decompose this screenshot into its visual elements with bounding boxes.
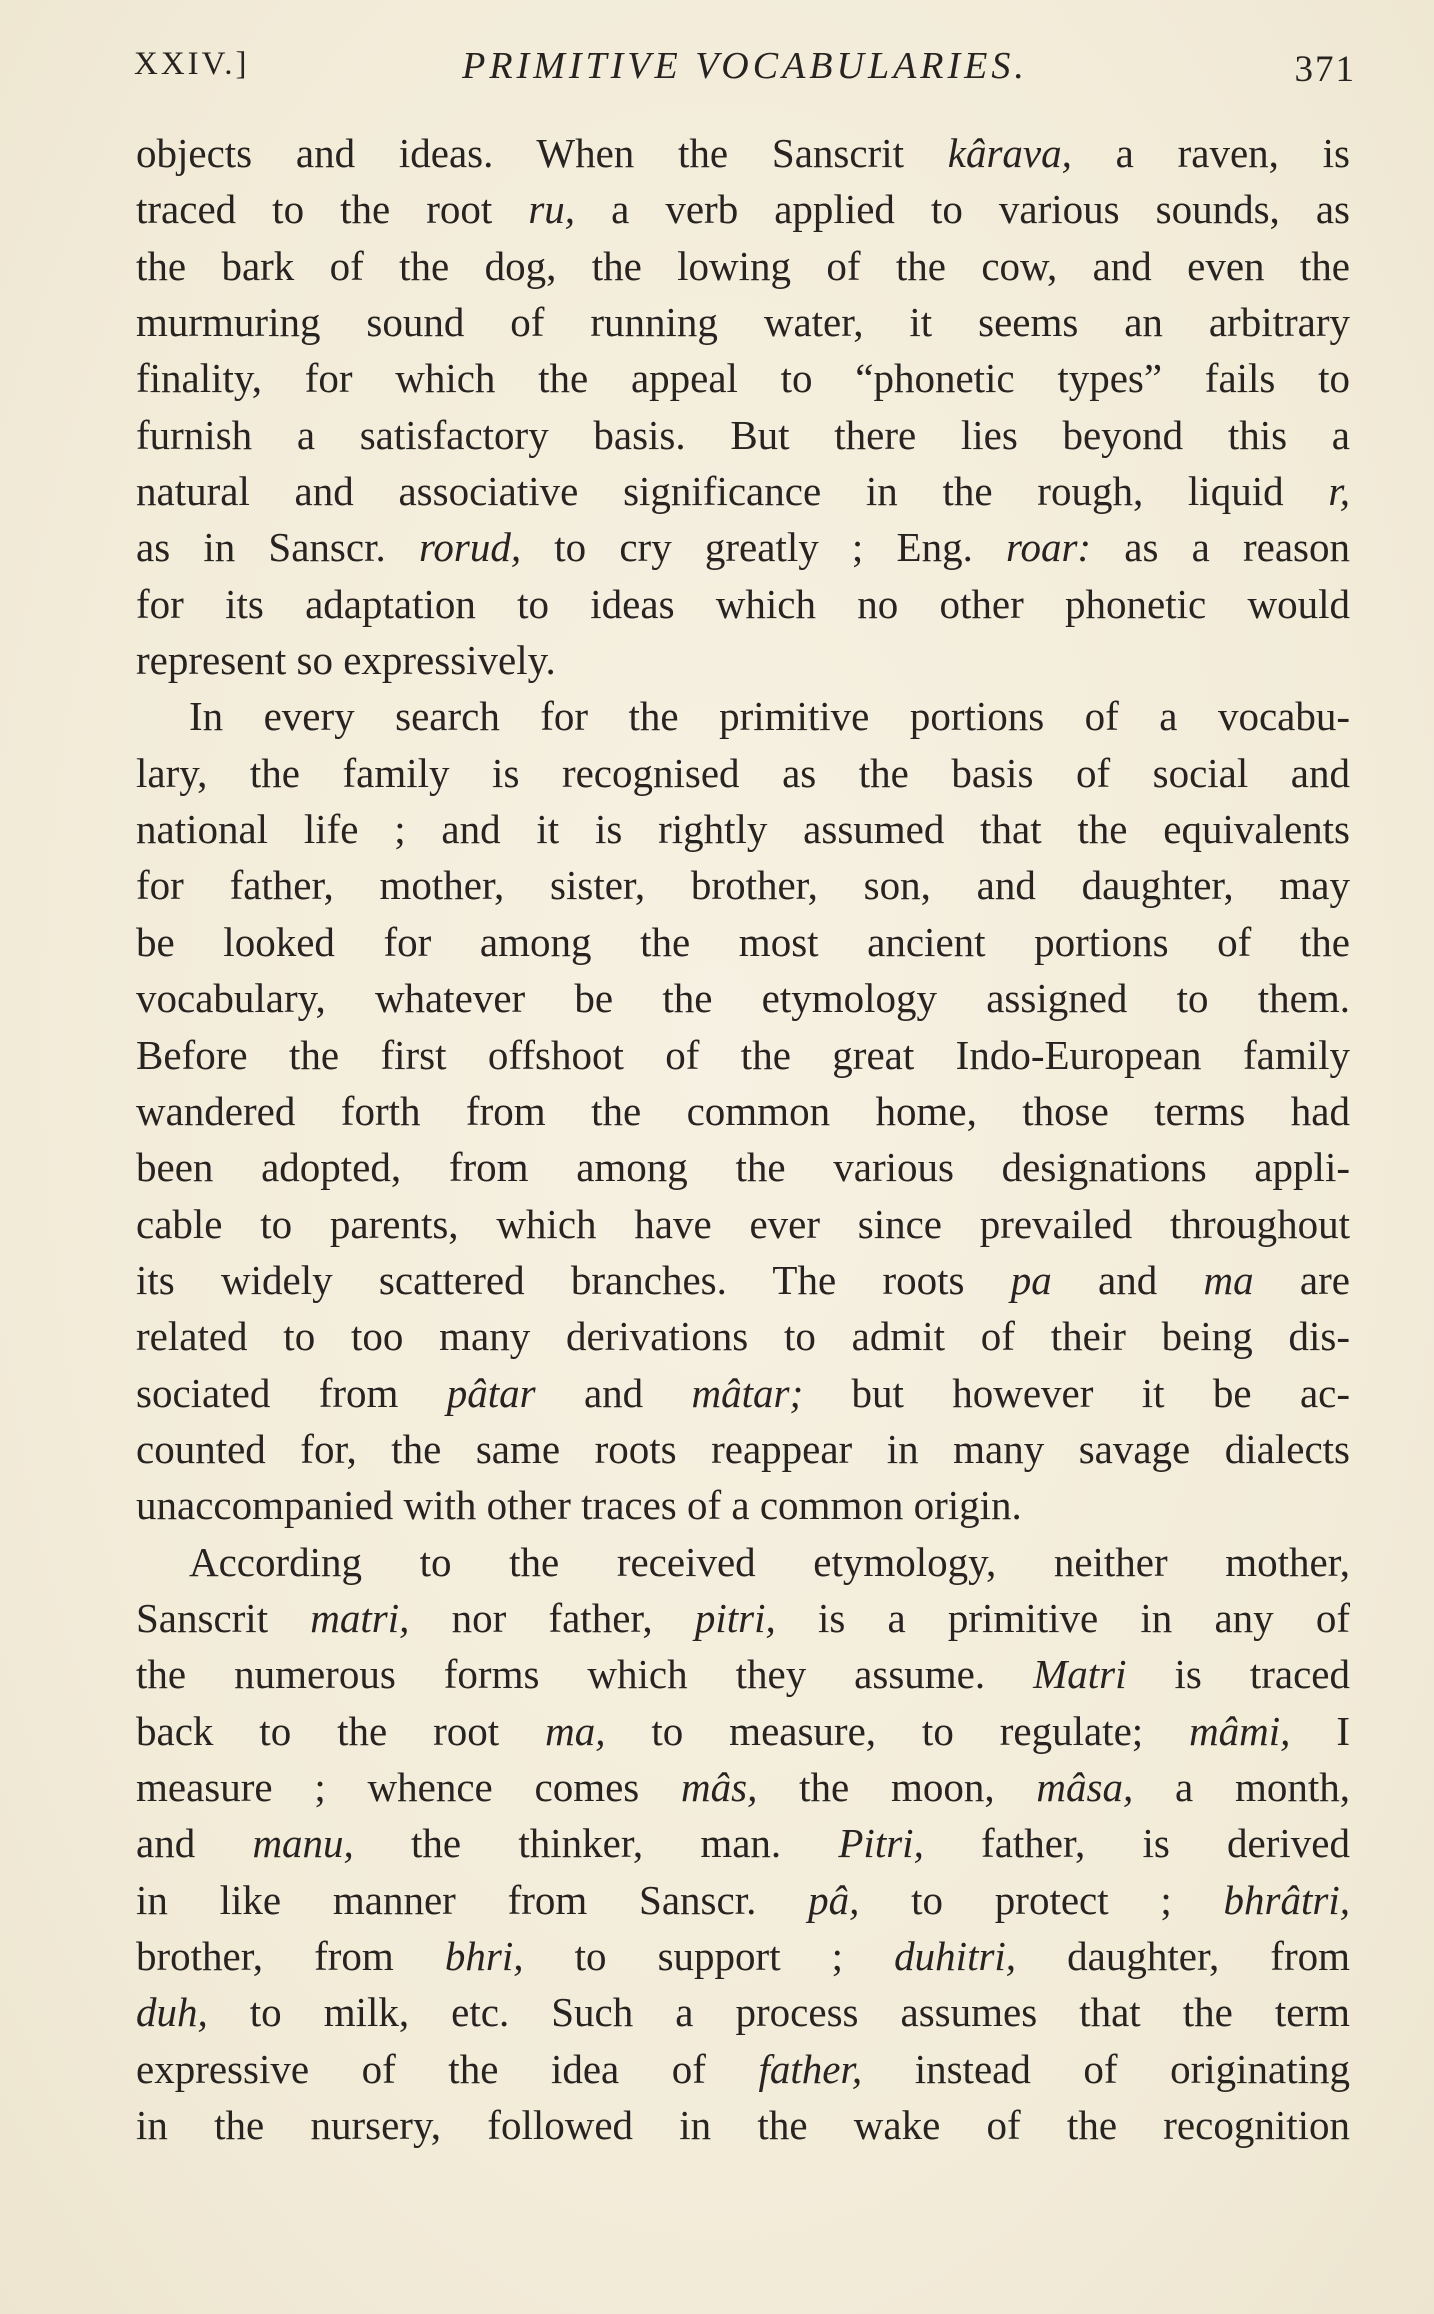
italic-term: bhri, bbox=[444, 1933, 524, 1979]
italic-term: roar: bbox=[1006, 524, 1092, 571]
text-run: in like manner from Sanscr. bbox=[136, 1876, 809, 1923]
text-run: According to the received etymology, neither mother, bbox=[189, 1538, 1350, 1585]
text-line bbox=[136, 1759, 1350, 1815]
text-line bbox=[136, 688, 1350, 744]
text-run: is traced bbox=[1126, 1651, 1350, 1698]
text-run: a month, bbox=[1133, 1763, 1350, 1810]
text-run: objects and ideas. When the Sanscrit bbox=[136, 130, 948, 176]
text-line bbox=[136, 1872, 1350, 1928]
text-run: wandered forth from the common home, those terms had bbox=[136, 1087, 1350, 1134]
chapter-marker: XXIV.] bbox=[134, 46, 250, 82]
text-run: sociated from bbox=[136, 1369, 447, 1416]
text-run: I bbox=[1290, 1707, 1350, 1754]
italic-term: r, bbox=[1328, 468, 1350, 515]
text-run: the moon, bbox=[757, 1763, 1037, 1810]
text-line bbox=[136, 1365, 1350, 1421]
text-line bbox=[136, 1590, 1350, 1646]
text-run: in the nursery, followed in the wake of the recognition bbox=[136, 2102, 1350, 2149]
italic-term: bhrâtri, bbox=[1223, 1876, 1350, 1923]
text-line bbox=[136, 970, 1350, 1026]
italic-term: pâ, bbox=[808, 1876, 860, 1923]
text-line bbox=[136, 1477, 1350, 1533]
text-line bbox=[136, 1421, 1350, 1477]
text-run: nor father, bbox=[409, 1594, 695, 1641]
text-line bbox=[136, 463, 1350, 519]
text-run: finality, for which the appeal to “phonetic types” fails to bbox=[136, 355, 1350, 402]
text-run: instead of originating bbox=[862, 2045, 1350, 2092]
text-line bbox=[136, 1815, 1350, 1871]
text-line bbox=[136, 407, 1350, 463]
body-text bbox=[136, 125, 1350, 2153]
text-line bbox=[136, 745, 1350, 801]
text-line bbox=[136, 857, 1350, 913]
italic-term: rorud, bbox=[418, 524, 522, 571]
text-run: natural and associative significance in the rough, liquid bbox=[136, 468, 1329, 515]
text-run: to protect ; bbox=[859, 1876, 1224, 1923]
text-run: vocabulary, whatever be the etymology assigned to them. bbox=[136, 975, 1350, 1022]
text-line bbox=[136, 294, 1350, 350]
text-run: and bbox=[1051, 1256, 1204, 1303]
text-run: be looked for among the most ancient portions of the bbox=[136, 918, 1350, 965]
italic-term: duhitri, bbox=[894, 1933, 1017, 1979]
italic-term: Pitri, bbox=[838, 1820, 924, 1867]
text-line bbox=[136, 1308, 1350, 1364]
text-run: for father, mother, sister, brother, son, and daughter, may bbox=[136, 862, 1350, 909]
text-run: national life ; and it is rightly assumed that the equivalents bbox=[136, 806, 1350, 853]
text-run: In every search for the primitive portions of a vocabu- bbox=[189, 693, 1350, 740]
text-run: as a reason bbox=[1091, 524, 1350, 571]
text-run: been adopted, from among the various designations appli- bbox=[136, 1144, 1350, 1191]
text-run: and bbox=[535, 1369, 692, 1416]
text-run: murmuring sound of running water, it seems an arbitrary bbox=[136, 299, 1350, 346]
text-run: traced to the root bbox=[136, 186, 529, 233]
text-line bbox=[136, 1083, 1350, 1139]
italic-term: pa bbox=[1010, 1256, 1052, 1303]
italic-term: matri, bbox=[310, 1594, 410, 1641]
text-run: the bark of the dog, the lowing of the cow, and even the bbox=[136, 242, 1350, 289]
text-run: father, is derived bbox=[923, 1820, 1350, 1867]
italic-term: pâtar bbox=[446, 1369, 536, 1416]
text-run: a verb applied to various sounds, as bbox=[575, 186, 1350, 233]
text-run: the thinker, man. bbox=[353, 1820, 839, 1867]
italic-term: pitri, bbox=[694, 1594, 776, 1641]
text-line bbox=[136, 1703, 1350, 1759]
text-run: furnish a satisfactory basis. But there lies beyond this a bbox=[136, 411, 1350, 458]
text-run: counted for, the same roots reappear in many savage dialects bbox=[136, 1425, 1350, 1472]
italic-term: ma bbox=[1203, 1256, 1254, 1303]
text-run: is a primitive in any of bbox=[775, 1594, 1350, 1641]
text-run: for its adaptation to ideas which no other phonetic would bbox=[136, 580, 1350, 627]
text-line bbox=[136, 914, 1350, 970]
text-run: daughter, from bbox=[1016, 1933, 1350, 1979]
text-run: back to the root bbox=[136, 1707, 546, 1754]
italic-term: ma, bbox=[545, 1707, 606, 1754]
text-line bbox=[136, 1252, 1350, 1308]
italic-term: mâmi, bbox=[1189, 1707, 1291, 1754]
text-run: to support ; bbox=[523, 1933, 895, 1979]
text-line bbox=[136, 2041, 1350, 2097]
italic-term: mâtar; bbox=[691, 1369, 804, 1416]
italic-term: mâs, bbox=[681, 1763, 758, 1810]
italic-term: father, bbox=[758, 2045, 863, 2092]
page-number: 371 bbox=[1294, 49, 1356, 90]
text-line bbox=[136, 125, 1350, 181]
text-run: represent so expressively. bbox=[136, 637, 556, 684]
text-run: and bbox=[136, 1820, 253, 1867]
italic-term: manu, bbox=[252, 1820, 354, 1867]
text-run: to measure, to regulate; bbox=[605, 1707, 1190, 1754]
text-line bbox=[136, 1534, 1350, 1590]
text-line bbox=[136, 2097, 1350, 2153]
italic-term: kârava, bbox=[947, 130, 1072, 176]
text-run: cable to parents, which have ever since prevailed throughout bbox=[136, 1200, 1350, 1247]
running-head bbox=[134, 40, 1356, 96]
text-line bbox=[136, 1646, 1350, 1702]
text-line bbox=[136, 801, 1350, 857]
text-run: to cry greatly ; Eng. bbox=[521, 524, 1007, 571]
text-run: to milk, etc. Such a process assumes that the term bbox=[207, 1989, 1350, 2036]
running-title: PRIMITIVE VOCABULARIES. bbox=[462, 45, 1028, 87]
text-line bbox=[136, 238, 1350, 294]
text-run: the numerous forms which they assume. bbox=[136, 1651, 1034, 1698]
italic-term: Matri bbox=[1033, 1651, 1127, 1698]
text-run: its widely scattered branches. The roots bbox=[136, 1256, 1011, 1303]
text-run: lary, the family is recognised as the basis of social and bbox=[136, 749, 1350, 796]
text-run: expressive of the idea of bbox=[136, 2045, 759, 2092]
text-line bbox=[136, 1139, 1350, 1195]
text-line bbox=[136, 1984, 1350, 2040]
text-run: brother, from bbox=[136, 1933, 445, 1979]
text-run: Before the first offshoot of the great Indo-European family bbox=[136, 1031, 1350, 1078]
text-line bbox=[136, 350, 1350, 406]
text-run: related to too many derivations to admit of their being dis- bbox=[136, 1313, 1350, 1360]
text-run: are bbox=[1253, 1256, 1350, 1303]
text-run: unaccompanied with other traces of a common origin. bbox=[136, 1482, 1022, 1529]
text-line bbox=[136, 1027, 1350, 1083]
text-run: measure ; whence comes bbox=[136, 1763, 682, 1810]
text-run: Sanscrit bbox=[136, 1594, 311, 1641]
text-run: but however it be ac- bbox=[803, 1369, 1350, 1416]
text-line bbox=[136, 181, 1350, 237]
text-line bbox=[136, 1928, 1350, 1984]
italic-term: duh, bbox=[136, 1989, 208, 2036]
text-line bbox=[136, 519, 1350, 575]
text-line bbox=[136, 576, 1350, 632]
italic-term: ru, bbox=[528, 186, 576, 233]
text-run: as in Sanscr. bbox=[136, 524, 419, 571]
text-run: a raven, is bbox=[1071, 130, 1350, 176]
italic-term: mâsa, bbox=[1036, 1763, 1134, 1810]
text-line bbox=[136, 1196, 1350, 1252]
text-line bbox=[136, 632, 1350, 688]
